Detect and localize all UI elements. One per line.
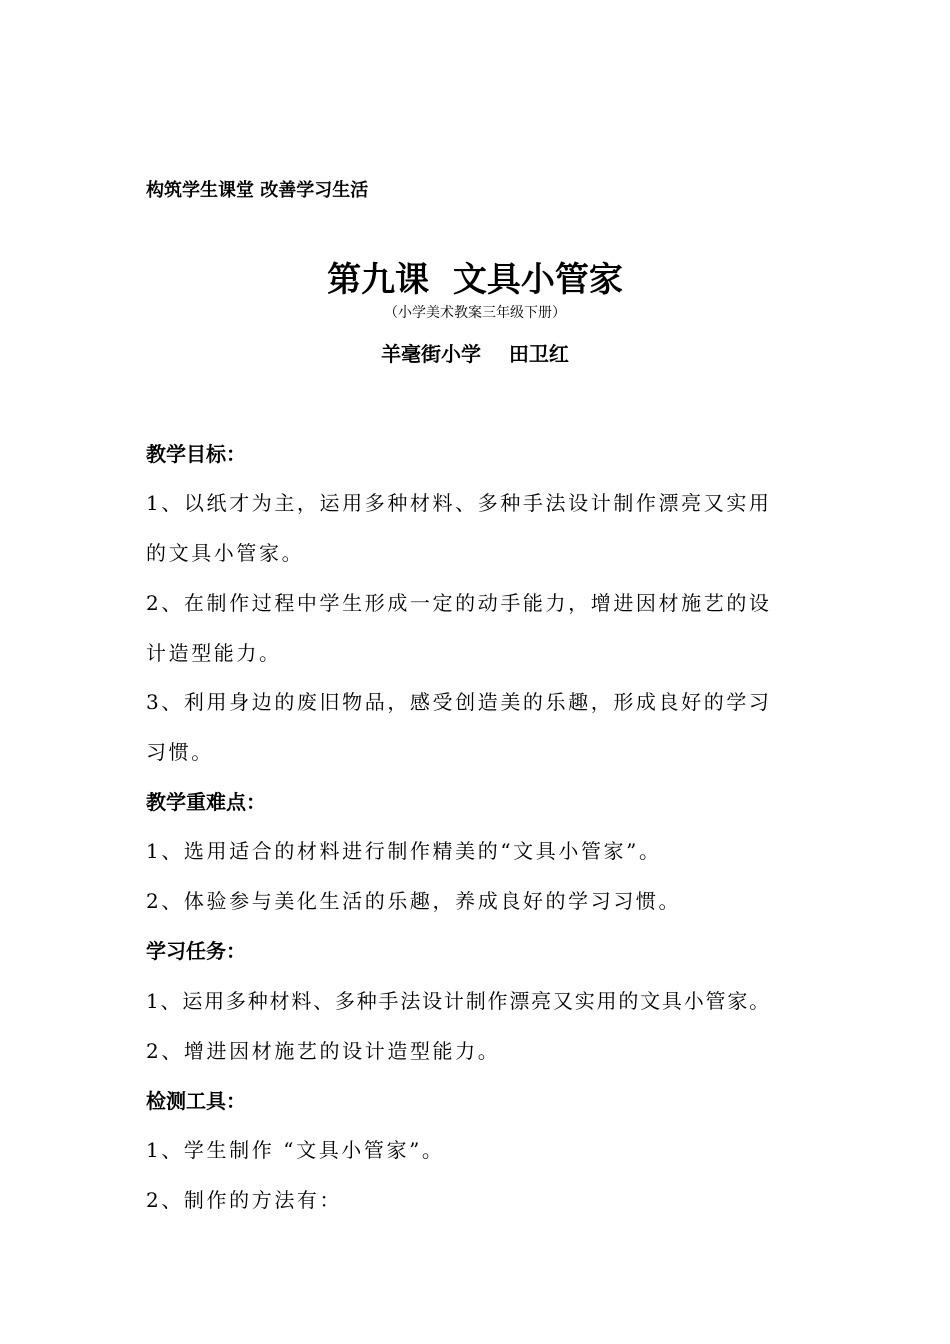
tools-line: 1、学生制作 “文具小管家”。: [146, 1138, 445, 1162]
keypoints-line: 2、体验参与美化生活的乐趣，养成良好的学习习惯。: [146, 889, 682, 913]
author-line: 羊毫街小学 田卫红: [381, 342, 569, 366]
section-heading-tasks: 学习任务：: [146, 939, 246, 963]
tasks-line: 2、增进因材施艺的设计造型能力。: [146, 1039, 501, 1063]
goals-line: 1、以纸才为主，运用多种材料、多种手法设计制作漂亮又实用: [146, 491, 772, 515]
section-heading-tools: 检测工具：: [146, 1089, 246, 1113]
goals-line: 3、利用身边的废旧物品，感受创造美的乐趣，形成良好的学习: [146, 690, 772, 714]
page-title: 第九课 文具小管家: [327, 260, 623, 300]
tasks-line: 1、运用多种材料、多种手法设计制作漂亮又实用的文具小管家。: [146, 989, 771, 1013]
tools-line: 2、制作的方法有：: [146, 1188, 343, 1212]
page-subtitle: （小学美术教案三年级下册）: [384, 305, 566, 321]
header-tagline: 构筑学生课堂 改善学习生活: [146, 180, 369, 201]
goals-line: 计造型能力。: [146, 641, 282, 665]
goals-line: 习惯。: [146, 740, 214, 764]
section-heading-goals: 教学目标：: [146, 442, 246, 466]
goals-line: 2、在制作过程中学生形成一定的动手能力，增进因材施艺的设: [146, 591, 772, 615]
keypoints-line: 1、选用适合的材料进行制作精美的“文具小管家”。: [146, 839, 662, 863]
section-heading-keypoints: 教学重难点：: [146, 790, 266, 814]
goals-line: 的文具小管家。: [146, 541, 305, 565]
